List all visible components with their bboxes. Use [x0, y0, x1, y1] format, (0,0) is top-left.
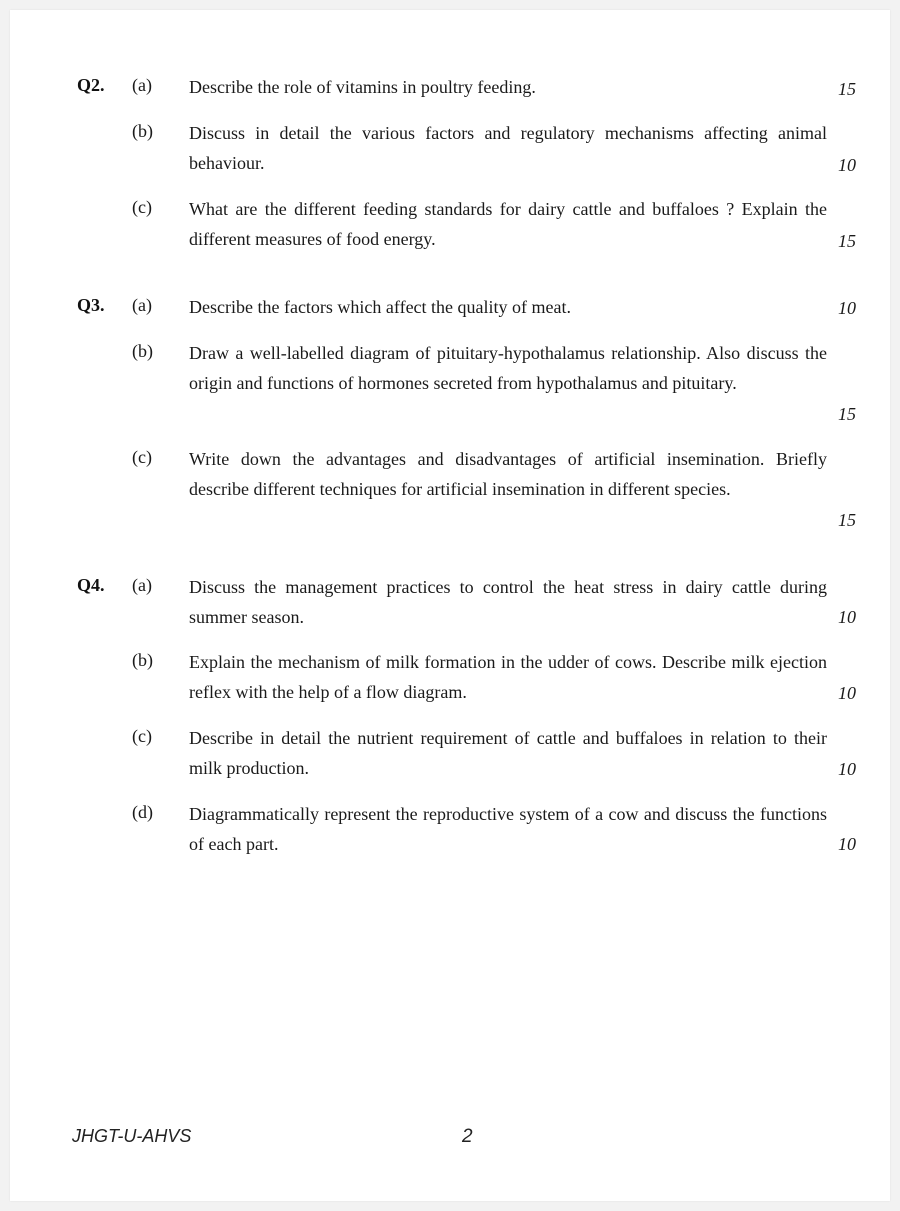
marks-q4d: 10 — [838, 834, 856, 854]
part-text-q4d: Diagrammatically represent the reproductive system of a cow and discuss the functions of each part. — [189, 804, 827, 854]
question-number-q3: Q3. — [77, 295, 105, 315]
part-label-q2b: (b) — [132, 121, 153, 141]
part-label-q2a: (a) — [132, 75, 152, 95]
part-label-q4a: (a) — [132, 575, 152, 595]
part-text-q2b: Discuss in detail the various factors and regulatory mechanisms affecting animal behaviour. — [189, 123, 827, 173]
paper-code: JHGT-U-AHVS — [72, 1126, 192, 1146]
part-text-q3b: Draw a well-labelled diagram of pituitary-hypothalamus relationship. Also discuss the origin and functions of hormones secreted from hypothalamus and pituitary. — [189, 343, 827, 393]
question-number-q2: Q2. — [77, 75, 105, 95]
marks-q2c: 15 — [838, 231, 856, 251]
part-text-q2a: Describe the role of vitamins in poultry feeding. — [189, 77, 536, 97]
part-text-q4c: Describe in detail the nutrient requirement of cattle and buffaloes in relation to their milk production. — [189, 728, 827, 778]
page-number: 2 — [462, 1126, 473, 1147]
marks-q2b: 10 — [838, 155, 856, 175]
marks-q4b: 10 — [838, 683, 856, 703]
part-label-q4c: (c) — [132, 726, 152, 746]
part-text-q2c: What are the different feeding standards for dairy cattle and buffaloes ? Explain the different measures of food energy. — [189, 199, 827, 249]
part-label-q4d: (d) — [132, 802, 153, 822]
marks-q2a: 15 — [838, 79, 856, 99]
marks-q4a: 10 — [838, 607, 856, 627]
part-label-q2c: (c) — [132, 197, 152, 217]
marks-q3a: 10 — [838, 298, 856, 318]
question-number-q4: Q4. — [77, 575, 105, 595]
part-label-q3b: (b) — [132, 341, 153, 361]
part-text-q3c: Write down the advantages and disadvantages of artificial insemination. Briefly describe different techniques for artificial insemination in different species. — [189, 449, 827, 499]
part-text-q4b: Explain the mechanism of milk formation in the udder of cows. Describe milk ejection reflex with the help of a flow diagram. — [189, 652, 827, 702]
part-text-q4a: Discuss the management practices to control the heat stress in dairy cattle during summer season. — [189, 577, 827, 627]
part-label-q3c: (c) — [132, 447, 152, 467]
marks-q3b: 15 — [838, 404, 856, 424]
marks-q3c: 15 — [838, 510, 856, 530]
part-label-q4b: (b) — [132, 650, 153, 670]
part-label-q3a: (a) — [132, 295, 152, 315]
part-text-q3a: Describe the factors which affect the quality of meat. — [189, 297, 572, 317]
marks-q4c: 10 — [838, 759, 856, 779]
